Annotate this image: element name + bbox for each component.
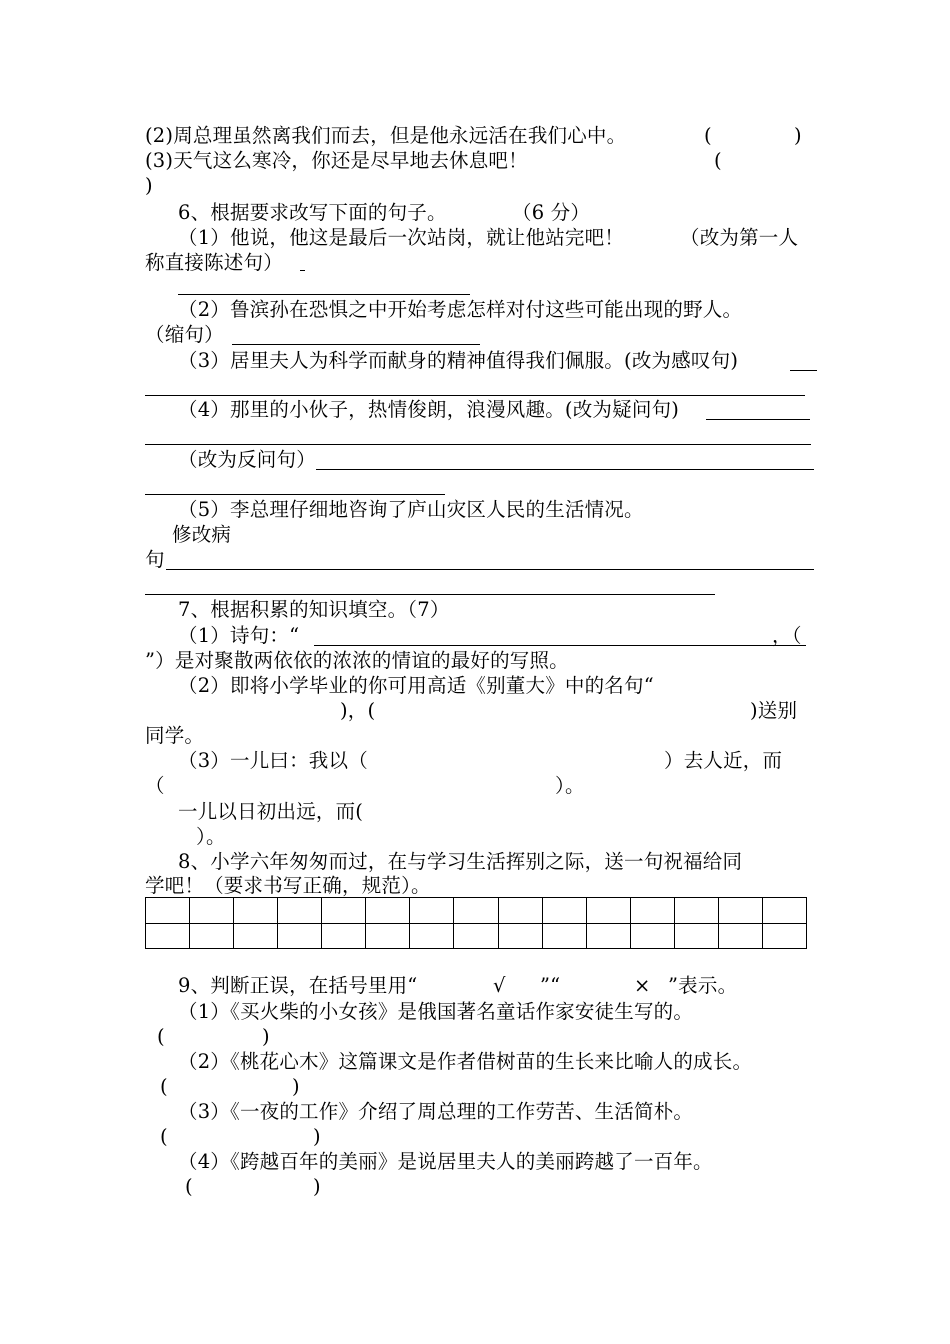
q5-item2-paren-open: ( (704, 124, 712, 147)
grid-cell[interactable] (718, 923, 762, 949)
q9-item1: （1）《买火柴的小女孩》是俄国著名童话作家安徒生写的。 (178, 1000, 694, 1023)
cross-mark-icon: × (634, 974, 651, 997)
grid-cell[interactable] (454, 898, 498, 924)
grid-row (146, 923, 807, 949)
q5-item3-paren-open: ( (714, 149, 722, 172)
grid-cell[interactable] (410, 898, 454, 924)
q9-item3-paren-open[interactable]: ( (160, 1125, 168, 1148)
grid-cell[interactable] (542, 898, 586, 924)
grid-cell[interactable] (498, 923, 542, 949)
q5-item3-paren-close: ) (145, 174, 153, 197)
q9-item3-paren-close: ) (313, 1125, 321, 1148)
grid-cell[interactable] (234, 898, 278, 924)
q6-item5-instruction-cont: 句 (145, 548, 165, 571)
q6-item1: （1）他说，他这是最后一次站岗，就让他站完吧！ (178, 226, 625, 249)
check-mark-icon: √ (493, 974, 506, 997)
q7-item3: （3）一儿曰：我以（ (178, 749, 368, 772)
grid-cell[interactable] (542, 923, 586, 949)
q9-heading: 9、判断正误，在括号里用“ (178, 974, 418, 997)
q6-item3-answer-line-b[interactable] (145, 395, 805, 396)
q9-item2-paren-close: ) (292, 1075, 300, 1098)
grid-cell[interactable] (762, 898, 806, 924)
grid-cell[interactable] (498, 898, 542, 924)
q7-item2-blank-sep: )，( (340, 699, 376, 722)
q5-item2: (2)周总理虽然离我们而去，但是他永远活在我们心中。 (145, 124, 627, 147)
q5-item2-paren-close: ) (794, 124, 802, 147)
q6-heading: 6、根据要求改写下面的句子。 (178, 201, 447, 224)
grid-cell[interactable] (146, 923, 190, 949)
q7-item2: （2）即将小学毕业的你可用高适《别董大》中的名句“ (178, 674, 654, 697)
q6-item1-instruction: （改为第一人 (680, 226, 799, 249)
grid-cell[interactable] (278, 898, 322, 924)
q7-item1-cont: ”）是对聚散两依依的浓浓的情谊的最好的写照。 (145, 649, 569, 672)
q6-item5-answer-line-b[interactable] (145, 594, 715, 595)
q8-heading: 8、小学六年匆匆而过，在与学习生活挥别之际，送一句祝福给同 (178, 850, 743, 873)
q9-item2: （2）《桃花心木》这篇课文是作者借树苗的生长来比喻人的成长。 (178, 1050, 753, 1073)
grid-cell[interactable] (454, 923, 498, 949)
q6-item4b-answer-line-a[interactable] (316, 469, 814, 470)
q7-item1-answer-line[interactable] (314, 645, 806, 646)
q6-item1-instruction-cont: 称直接陈述句） (145, 251, 283, 274)
grid-cell[interactable] (586, 898, 630, 924)
q6-item2-instruction: （缩句） (145, 323, 224, 346)
q7-item3-line2-close: ）。 (196, 825, 226, 848)
grid-cell[interactable] (586, 923, 630, 949)
q6-item2: （2）鲁滨孙在恐惧之中开始考虑怎样对付这些可能出现的野人。 (178, 298, 743, 321)
q9-heading-quote: ”“ (540, 974, 561, 997)
q6-item5: （5）李总理仔细地咨询了庐山灾区人民的生活情况。 (178, 498, 644, 521)
q7-item1: （1）诗句：“ (178, 624, 300, 647)
grid-cell[interactable] (366, 898, 410, 924)
grid-cell[interactable] (146, 898, 190, 924)
q6-item4-answer-line-b[interactable] (145, 444, 811, 445)
grid-cell[interactable] (322, 898, 366, 924)
q8-heading-cont: 学吧！（要求书写正确，规范）。 (145, 874, 431, 897)
q7-item3-mid: ）去人近，而 (664, 749, 783, 772)
q6-item3-answer-line-a[interactable] (790, 370, 817, 371)
grid-cell[interactable] (190, 923, 234, 949)
q6-item5-instruction: 修改病 (172, 523, 232, 546)
q6-item1-answer-stub[interactable] (300, 270, 305, 271)
q9-item2-paren-open[interactable]: ( (160, 1075, 168, 1098)
q7-heading: 7、根据积累的知识填空。（7） (178, 598, 450, 621)
grid-cell[interactable] (278, 923, 322, 949)
grid-cell[interactable] (234, 923, 278, 949)
q7-item1-comma: ，（ (772, 624, 802, 647)
q9-item1-paren-close: ) (262, 1025, 270, 1048)
grid-cell[interactable] (190, 898, 234, 924)
q9-item4: （4）《跨越百年的美丽》是说居里夫人的美丽跨越了一百年。 (178, 1150, 713, 1173)
q9-item4-paren-open[interactable]: ( (185, 1175, 193, 1198)
q7-item3-paren-close: ）。 (555, 774, 585, 797)
grid-cell[interactable] (674, 898, 718, 924)
q6-item4-answer-line-a[interactable] (706, 419, 810, 420)
q6-item4-b: （改为反问句） (178, 448, 316, 471)
q6-item1-answer-line[interactable] (178, 294, 470, 295)
q6-item4b-answer-line-b[interactable] (145, 494, 445, 495)
q7-item3-line2: 一儿以日初出远，而( (178, 800, 364, 823)
q9-item3: （3）《一夜的工作》介绍了周总理的工作劳苦、生活简朴。 (178, 1100, 694, 1123)
q6-item2-answer-line[interactable] (232, 344, 480, 345)
grid-cell[interactable] (762, 923, 806, 949)
q6-item3: （3）居里夫人为科学而献身的精神值得我们佩服。(改为感叹句) (178, 349, 739, 372)
grid-cell[interactable] (674, 923, 718, 949)
grid-cell[interactable] (630, 923, 674, 949)
q6-item4: （4）那里的小伙子，热情俊朗，浪漫风趣。(改为疑问句) (178, 398, 680, 421)
q6-score: （6 分） (512, 201, 591, 224)
q7-item2-cont: 同学。 (145, 724, 205, 747)
q7-item2-tail: )送别 (750, 699, 798, 722)
grid-cell[interactable] (366, 923, 410, 949)
q9-item4-paren-close: ) (313, 1175, 321, 1198)
q5-item3: (3)天气这么寒冷，你还是尽早地去休息吧！ (145, 149, 528, 172)
q6-item5-answer-line-a[interactable] (166, 569, 814, 570)
q9-item1-paren-open[interactable]: ( (157, 1025, 165, 1048)
grid-cell[interactable] (718, 898, 762, 924)
grid-cell[interactable] (630, 898, 674, 924)
q7-item3-paren-open: （ (145, 774, 165, 797)
q9-heading-tail: ”表示。 (668, 974, 738, 997)
grid-cell[interactable] (410, 923, 454, 949)
grid-cell[interactable] (322, 923, 366, 949)
writing-grid[interactable] (145, 897, 807, 949)
grid-row (146, 898, 807, 924)
